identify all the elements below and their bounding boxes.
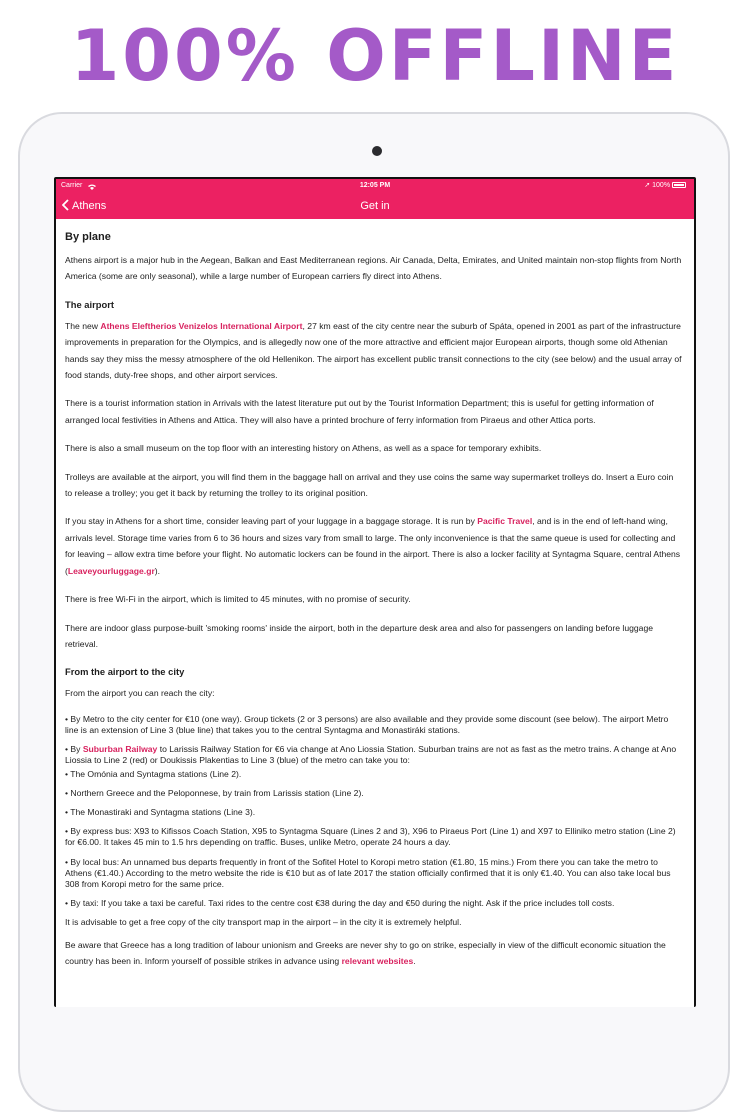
back-button-label: Athens [72, 200, 107, 212]
transport-list [65, 714, 682, 929]
suburban-railway-link[interactable]: Suburban Railway [82, 744, 158, 755]
paragraph-airport-4: Trolleys are available at the airport, you will find them in the baggage hall on arrival and they use coins the same way supermarket trolleys do. Insert a Euro coin to release a trolley; you get it back by returning the trolley to its original position. [65, 471, 674, 499]
text-span: Be aware that Greece has a long tradition of labour unionism and Greeks are never shy to go on strike, especially in view of the difficult economic situation the country has been in. Inform yourself of possible strikes in advance using [65, 939, 666, 966]
battery-icon [672, 182, 686, 188]
page-title: Get in [360, 200, 390, 212]
heading-the-airport: The airport [65, 298, 114, 310]
text-span: to Larissis Railway Station for €6 via change at Ano Liossia Station. Suburban trains are not as fast as the metro trains. A change at Ano Liossia to Line 2 (red) or Doukissis Plakentias to Line 3 (blue) of the metro can take you to: [65, 744, 677, 766]
paragraph-airport-3: There is also a small museum on the top floor with an interesting history on Athens, as well as a space for temporary exhibits. [65, 443, 542, 454]
paragraph-airport-6: There is free Wi-Fi in the airport, which is limited to 45 minutes, with no promise of security. [65, 594, 411, 605]
list-item-express-bus: • By express bus: X93 to Kifissos Coach Station, X95 to Syntagma Square (Lines 2 and 3), X96 to Piraeus Port (Line 1) and X97 to Elliniko metro station (Line 2) for €6.00. It takes 45 min to 1.5 hrs depending on traffic. Buses, unlike Metro, operate 24 hours a day. [65, 826, 676, 848]
front-camera [372, 146, 382, 156]
paragraph-airport-7: There are indoor glass purpose-built 'smoking rooms' inside the airport, both in the departure desk area and also for passengers on landing before luggage retrieval. [65, 622, 654, 649]
app-screen [56, 179, 694, 1007]
text-span: • By [65, 744, 83, 755]
leaveyourluggage-link[interactable]: Leaveyourluggage.gr [67, 565, 155, 576]
heading-airport-to-city: From the airport to the city [65, 666, 185, 678]
paragraph-intro: Athens airport is a major hub in the Aegean, Balkan and East Mediterranean regions. Air Canada, Delta, Emirates, and United maintain non-stop flights from North America (some are only seasonal), while a large number of European carriers fly direct into Athens. [65, 255, 682, 282]
list-item-railway-sub-1: • The Omónia and Syntagma stations (Line 2). [65, 768, 242, 779]
paragraph-airport-1 [65, 318, 682, 384]
relevant-websites-link[interactable]: relevant websites [341, 955, 414, 966]
status-bar [56, 179, 694, 193]
paragraph-strikes [65, 937, 682, 970]
text-span: . [413, 955, 416, 966]
text-span: , 27 km east of the city centre near the suburb of Spáta, opened in 2001 as part of the infrastructure improvements in preparation for the Olympics, and is allegedly now one of the more attractive and efficient major European airports, though some old Athenian hands say they miss the messy atmosphere of the old Hellenikon. The airport has excellent public transit connections to the city (see below) and the usual array of food stands, duty-free shops, and other airport services. [65, 320, 682, 381]
battery-percent: 100% [652, 182, 671, 189]
text-span: The new [65, 320, 101, 331]
top-bar [56, 179, 694, 219]
list-item-metro: • By Metro to the city center for €10 (one way). Group tickets (2 or 3 persons) are also available and they provide some discount (see below). The airport Metro line is an extension of Line 3 (blue line) that takes you to the central Syntagma and Monastiráki stations. [65, 713, 669, 735]
airport-link[interactable]: Athens Eleftherios Venizelos International Airport [100, 320, 303, 331]
paragraph-map-tip: It is advisable to get a free copy of the city transport map in the airport – in the city it is extremely helpful. [65, 917, 462, 928]
text-span: If you stay in Athens for a short time, consider leaving part of your luggage in a baggage storage. It is run by [65, 516, 478, 527]
pacific-travel-link[interactable]: Pacific Travel [477, 516, 533, 527]
location-icon: ➚ [644, 182, 651, 189]
heading-by-plane: By plane [65, 231, 111, 243]
list-item-taxi: • By taxi: If you take a taxi be careful. Taxi rides to the centre cost €38 during the day and €50 during the night. Ask if the price includes toll costs. [65, 898, 615, 909]
text-span: ). [154, 565, 161, 576]
paragraph-airport-2: There is a tourist information station in Arrivals with the latest literature put out by the Tourist Information Department; this is useful for getting information of arranged local festivities in Athens and Attica. They will also have a printed brochure of ferry information from Piraeus and other Attica ports. [65, 398, 654, 425]
carrier-label: Carrier [61, 182, 83, 189]
paragraph-city-intro: From the airport you can reach the city: [65, 688, 215, 699]
promo-header [0, 0, 750, 115]
text-span: , and is in the end of left-hand wing, arrivals level. Storage time varies from 6 to 36 hours and sizes vary from small to large. The only inconvenience is that the same queue is used for collecting and for leaving – allow extra time before your flight. No automatic lockers can be found in the airport. There is also a locker facility at Syntagma Square, central Athens ( [65, 516, 681, 576]
device-screen [54, 177, 696, 1007]
list-item-railway [65, 744, 682, 766]
list-item-railway-sub-3: • The Monastiraki and Syntagma stations (Line 3). [65, 806, 256, 817]
promo-title: 100% OFFLINE [70, 15, 680, 97]
navigation-bar [56, 193, 694, 219]
paragraph-airport-5 [65, 513, 682, 579]
article-content [65, 219, 682, 981]
status-right [644, 179, 686, 193]
list-item-local-bus: • By local bus: An unnamed bus departs frequently in front of the Sofitel Hotel to Koropi metro station (€1.80, 15 mins.) From there you can take the metro to Athens (€1.40.) According to the metro website the ride is €10 but as of late 2017 the station officially confirmed that it is only €1.40. You can also take local bus 308 from Koropi metro for the same price. [65, 856, 671, 889]
status-time: 12:05 PM [359, 182, 391, 189]
list-item-railway-sub-2: • Northern Greece and the Peloponnese, by train from Larissis station (Line 2). [65, 787, 364, 798]
